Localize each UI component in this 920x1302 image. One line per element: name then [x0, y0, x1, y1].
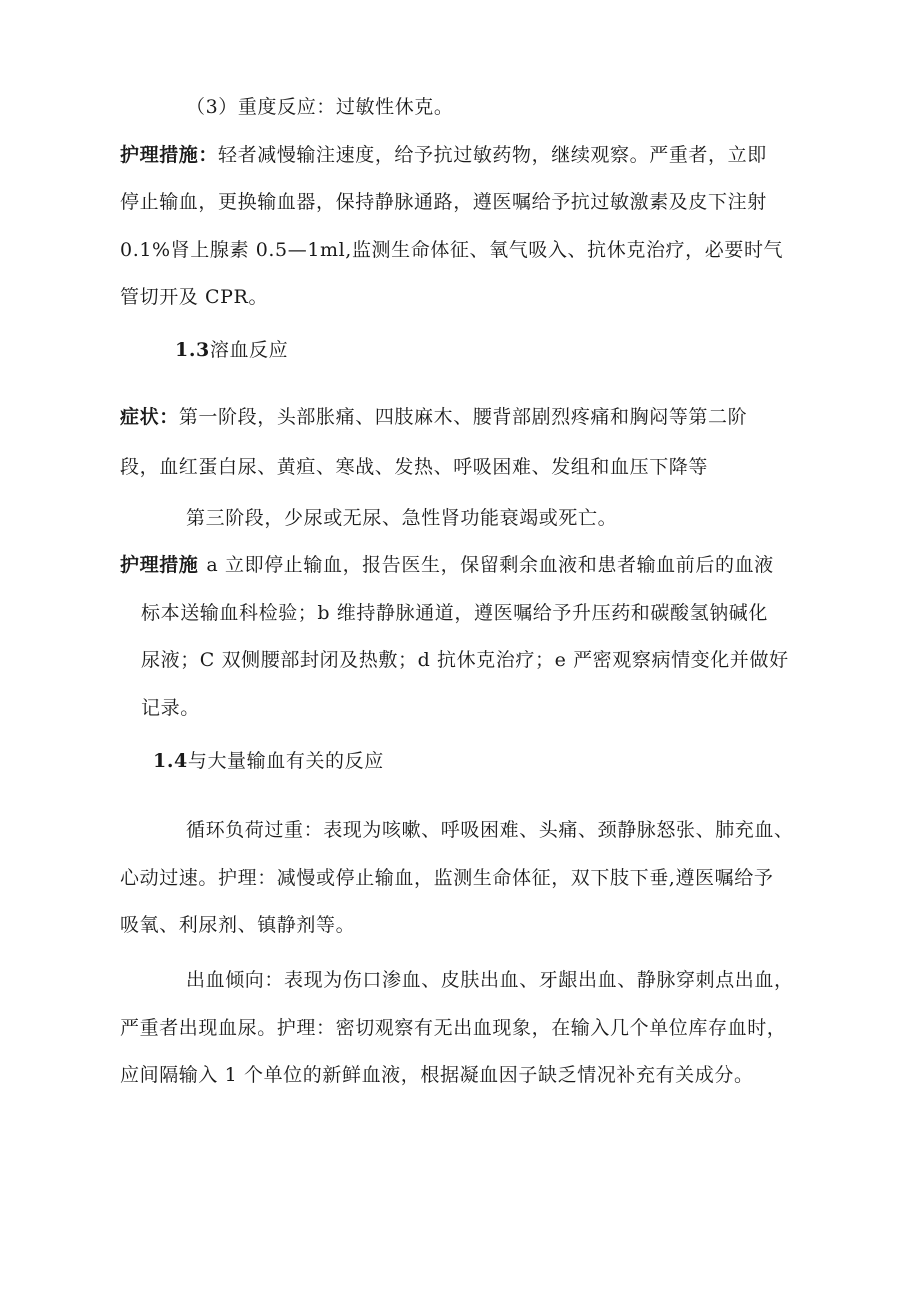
nursing-measures-label: 护理措施：: [120, 144, 219, 166]
heading-text: 与大量输血有关的反应: [187, 750, 384, 772]
symptoms-label: 症状：: [120, 406, 179, 428]
nursing-measures-2-text-1: a 立即停止输血，报告医生，保留剩余血液和患者输血前后的血液: [206, 554, 774, 576]
heading-text: 溶血反应: [209, 339, 289, 361]
circulatory-line-1: 循环负荷过重：表现为咳嗽、呼吸困难、头痛、颈静脉怒张、肺充血、: [186, 819, 794, 841]
nursing-measures-2-line-3: 尿液；C 双侧腰部封闭及热敷；d 抗休克治疗；e 严密观察病情变化并做好: [141, 649, 789, 671]
nursing-measures-line-4: 管切开及 CPR。: [120, 286, 269, 308]
nursing-measures-line-2: 停止输血，更换输血器，保持静脉通路，遵医嘱给予抗过敏激素及皮下注射: [120, 191, 767, 213]
section-heading-1-4: [153, 749, 384, 773]
bleeding-line-2: 严重者出现血尿。护理：密切观察有无出血现象，在输入几个单位库存血时，: [120, 1017, 787, 1039]
bleeding-line-1: 出血倾向：表现为伤口渗血、皮肤出血、牙龈出血、静脉穿刺点出血，: [186, 969, 794, 991]
nursing-measures-text-1: 轻者减慢输注速度，给予抗过敏药物，继续观察。严重者，立即: [218, 144, 767, 166]
nursing-measures-2-label: 护理措施: [120, 554, 199, 576]
heading-number: 1.3: [175, 339, 210, 361]
symptoms-line-3: 第三阶段，少尿或无尿、急性肾功能衰竭或死亡。: [186, 507, 618, 529]
nursing-measures-2-line-4: 记录。: [141, 697, 200, 719]
symptoms-line-2: 段，血红蛋白尿、黄疸、寒战、发热、呼吸困难、发组和血压下降等: [120, 456, 709, 478]
section-heading-1-3: [175, 338, 288, 362]
circulatory-line-3: 吸氧、利尿剂、镇静剂等。: [120, 914, 356, 936]
symptoms-text-1: 第一阶段，头部胀痛、四肢麻木、腰背部剧烈疼痛和胸闷等第二阶: [178, 406, 748, 428]
nursing-measures-line-3: 0.1%肾上腺素 0.5—1ml,监测生命体征、氧气吸入、抗休克治疗，必要时气: [120, 239, 784, 261]
bleeding-line-3: 应间隔输入 1 个单位的新鲜血液，根据凝血因子缺乏情况补充有关成分。: [120, 1064, 754, 1086]
symptoms-line-1: [120, 405, 747, 429]
nursing-measures-line-1: [120, 143, 767, 167]
severe-reaction-line: （3）重度反应：过敏性休克。: [186, 96, 454, 118]
heading-number: 1.4: [153, 750, 188, 772]
nursing-measures-2-line-1: [120, 553, 774, 577]
circulatory-line-2: 心动过速。护理：减慢或停止输血，监测生命体征，双下肢下垂,遵医嘱给予: [120, 867, 774, 889]
nursing-measures-2-line-2: 标本送输血科检验；b 维持静脉通道，遵医嘱给予升压药和碳酸氢钠碱化: [141, 602, 769, 624]
